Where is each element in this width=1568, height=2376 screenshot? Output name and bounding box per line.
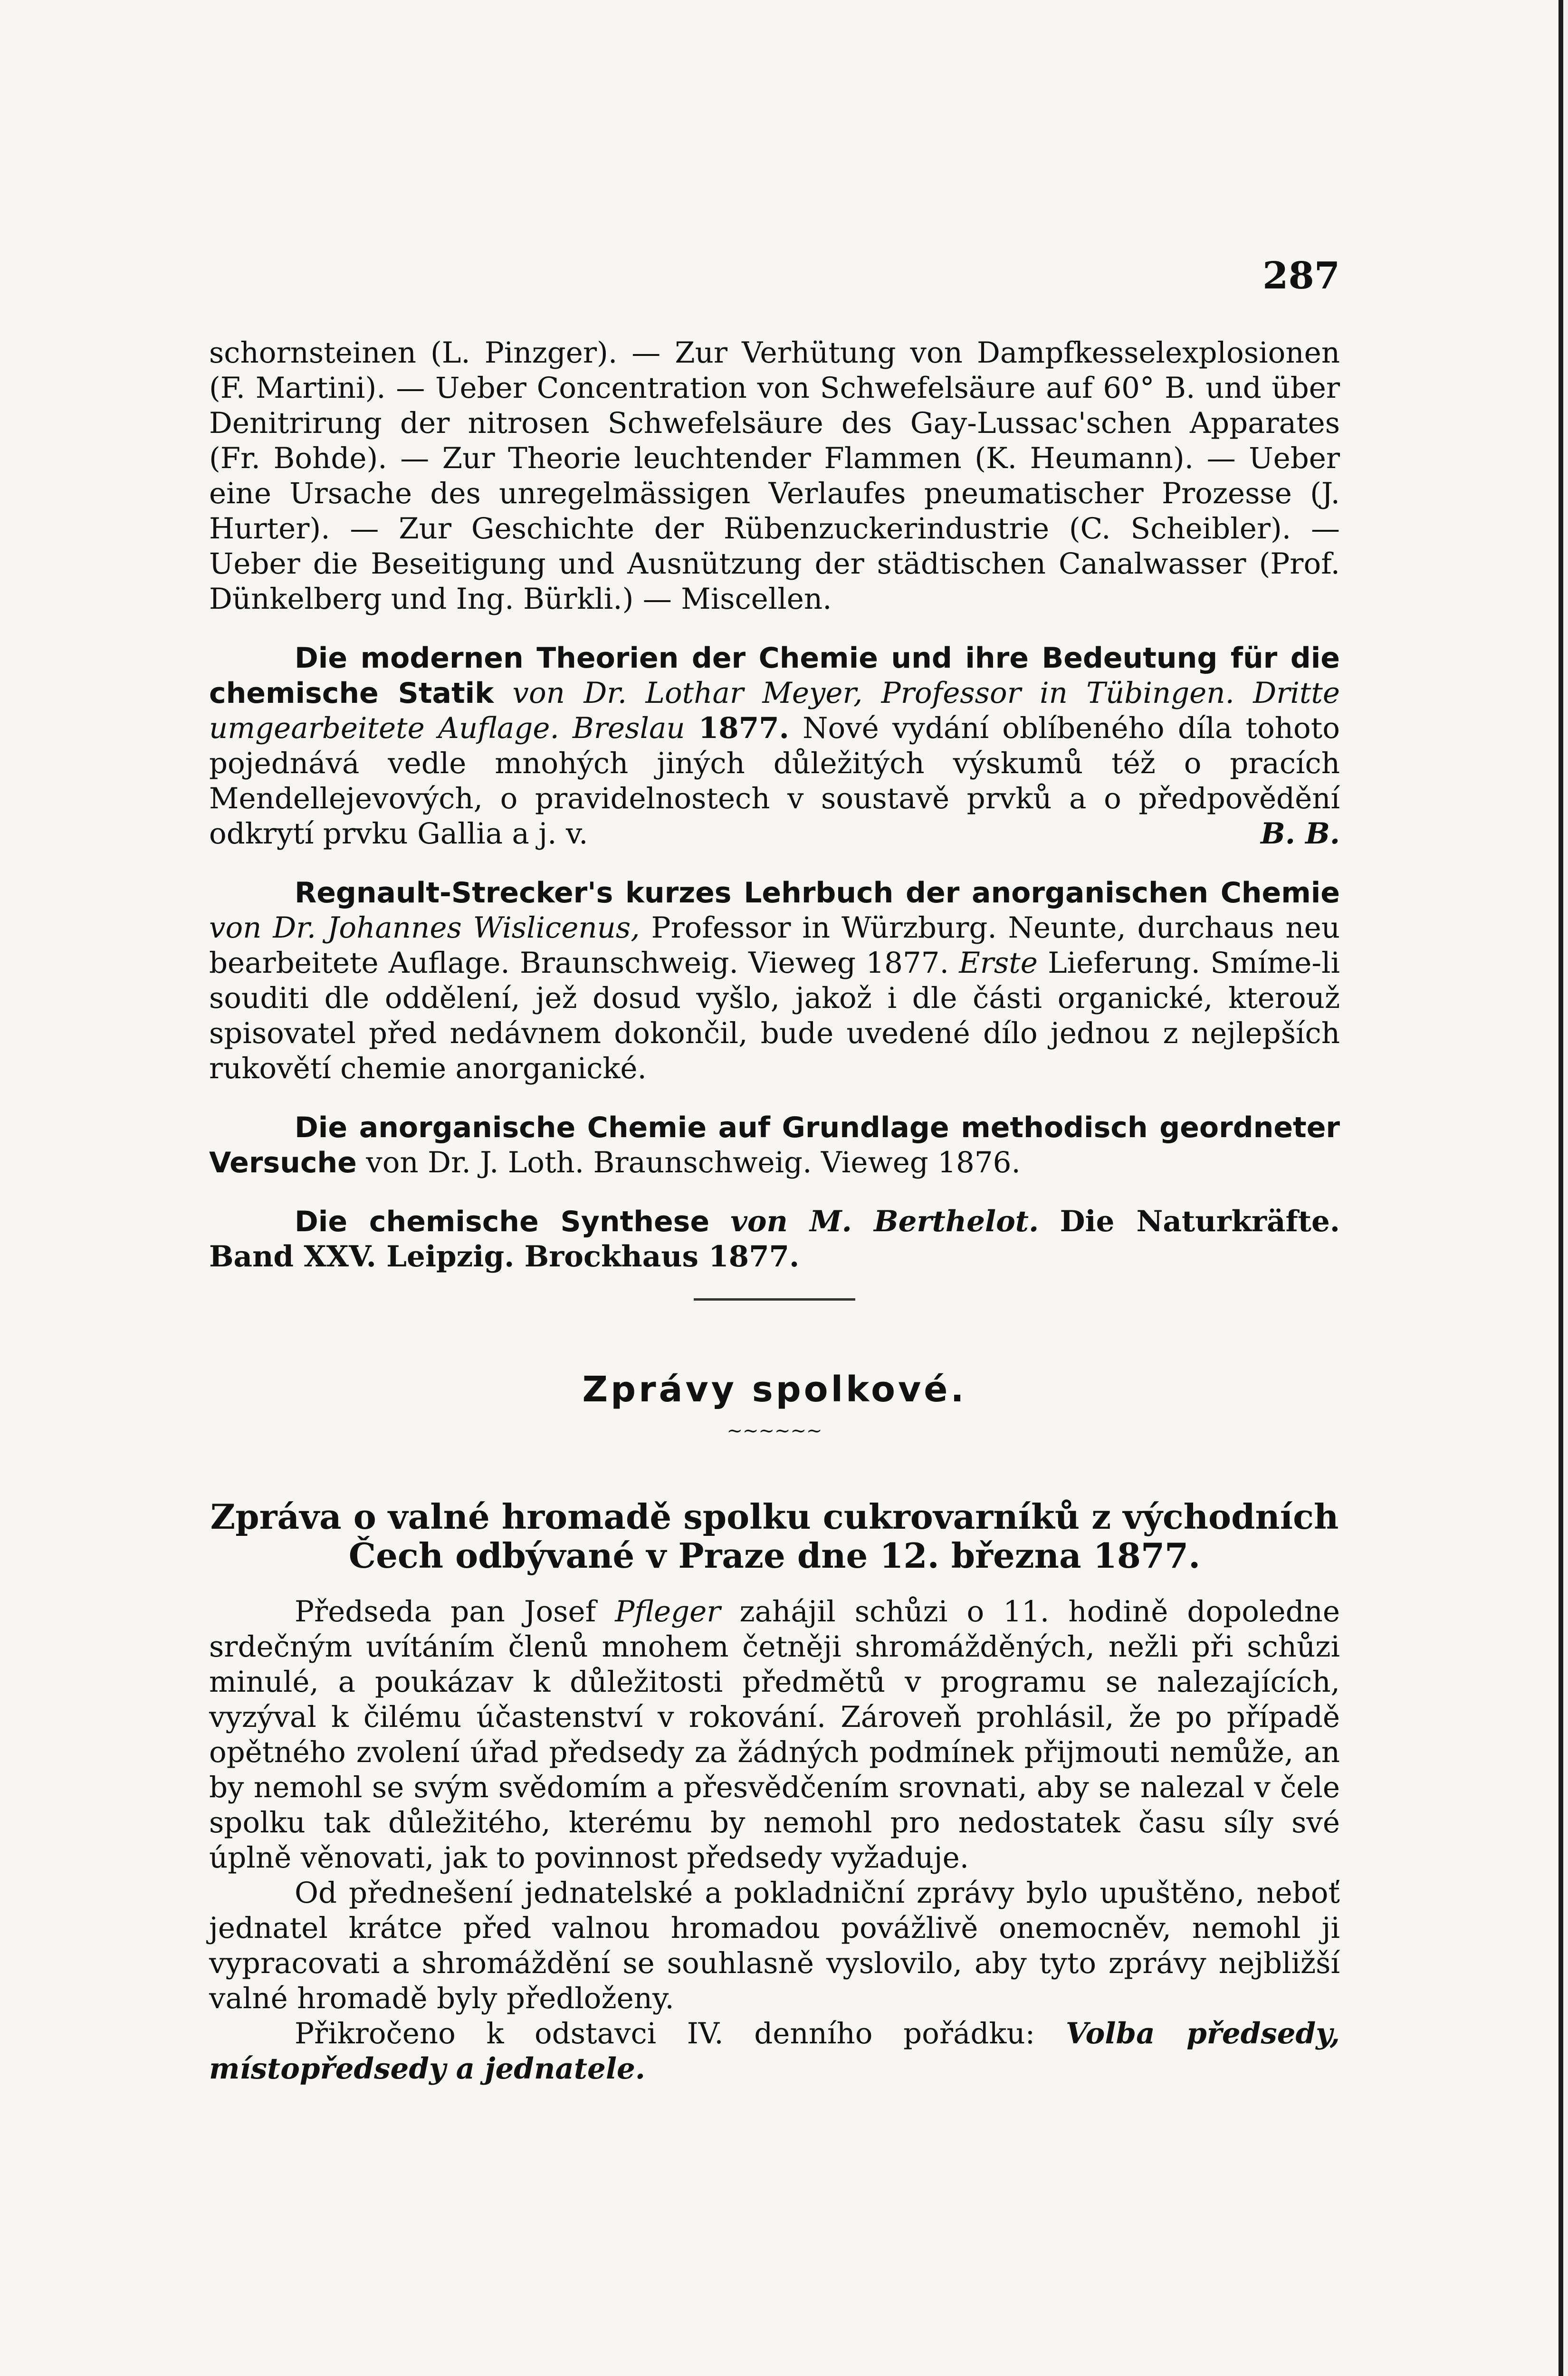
agenda-item: Volba předsedy, místopředsedy a jednatele.: [209, 2017, 1340, 2086]
book-entry-3: [209, 1110, 1340, 1180]
book-delivery-rest: Lieferung.: [1048, 946, 1201, 980]
page-number: 287: [1262, 254, 1340, 297]
person-name: Pfleger: [615, 1595, 721, 1629]
report-paragraph-3: [209, 2016, 1340, 2087]
book-entry-4: [209, 1204, 1340, 1274]
text-column: [209, 335, 1340, 2087]
book-title: Die modernen Theorien der Chemie und ihre Bedeutung für die chemische Statik: [209, 642, 1340, 710]
section-divider: [694, 1298, 855, 1301]
book-title: Die anorganische Chemie auf Grundlage methodisch geordneter Versuche: [209, 1111, 1340, 1179]
book-note: Nové vydání oblíbeného díla tohoto pojednává vedle mnohých jiných důležitých výskumů též o pracích Mendellejevových, o pravidelnostech v soustavě prvků a o předpovědění odkrytí prvku Gallia a j. v.: [209, 711, 1340, 851]
book-note: Smíme-li souditi dle oddělení, jež dosud vyšlo, jakož i dle části organické, kterouž spisovatel před nedávnem dokončil, bude uvedené dílo jednou z nejlepších rukovětí chemie anorganické.: [209, 946, 1340, 1085]
book-entry-2: [209, 875, 1340, 1086]
book-title: Regnault-Strecker's kurzes Lehrbuch der anorganischen Chemie: [295, 876, 1340, 910]
book-delivery: Erste: [959, 946, 1038, 980]
section-title: Zprávy spolkové.: [582, 1369, 967, 1410]
report-text: Předseda pan Josef: [295, 1595, 596, 1629]
report-text: zahájil schůzi o 11. hodině dopoledne srdečným uvítáním členů mnohem četněji shromážděných, nežli při schůzi minulé, a poukázav k důležitosti předmětů v programu se nalezajících, vyzýval k čilému účastenství v rokování. Zároveň prohlásil, že po případě opětného zvolení úřad předsedy za žádných podmínek přijmouti nemůže, an by nemohl se svým svědomím a přesvědčením srovnati, aby se nalezal v čele spolku tak důležitého, kterému by nemohl pro nedostatek času síly své úplně věnovati, jak to povinnost předsedy vyžaduje.: [209, 1595, 1340, 1875]
report-text: Přikročeno k odstavci IV. denního pořádku:: [295, 2017, 1035, 2050]
book-entry-1: [209, 641, 1340, 852]
book-author: von Dr. Lothar Meyer, Professor in Tübingen. Dritte umgearbeitete Auflage. Breslau: [209, 676, 1340, 745]
book-details: Professor in Würzburg. Neunte, durchaus neu bearbeitete Auflage. Braunschweig. Vieweg 1877.: [209, 911, 1340, 980]
book-title: Die chemische Synthese: [295, 1205, 710, 1238]
book-year: 1877.: [698, 711, 789, 745]
book-author: von Dr. Johannes Wislicenus,: [209, 911, 640, 945]
book-details: von Dr. J. Loth. Braunschweig. Vieweg 1876.: [366, 1146, 1021, 1179]
book-details: Die Naturkräfte. Band XXV. Leipzig. Brockhaus 1877.: [209, 1205, 1340, 1274]
report-paragraph-1: [209, 1594, 1340, 1876]
report-title: Zpráva o valné hromadě spolku cukrovarníků z východních Čech odbývané v Praze dne 12. března 1877.: [210, 1496, 1339, 1576]
book-author: von M. Berthelot.: [730, 1205, 1039, 1238]
book-signature: B. B.: [1261, 817, 1340, 851]
report-paragraph-2: Od přednešení jednatelské a pokladniční zprávy bylo upuštěno, neboť jednatel krátce před valnou hromadou povážlivě onemocněv, nemohl ji vypracovati a shromáždění se souhlasně vyslovilo, aby tyto zprávy nejbližší valné hromadě byly předloženy.: [209, 1876, 1340, 2015]
section-ornament: ~~~~~~: [727, 1420, 822, 1442]
intro-paragraph: schornsteinen (L. Pinzger). — Zur Verhütung von Dampfkesselexplosionen (F. Martini). — Ueber Concentration von Schwefelsäure auf 60° B. und über Denitrirung der nitrosen Schwefelsäure des Gay-Lussac'schen Apparates (Fr. Bohde). — Zur Theorie leuchtender Flammen (K. Heumann). — Ueber eine Ursache des unregelmässigen Verlaufes pneumatischer Prozesse (J. Hurter). — Zur Geschichte der Rübenzuckerindustrie (C. Scheibler). — Ueber die Beseitigung und Ausnützung der städtischen Canalwasser (Prof. Dünkelberg und Ing. Bürkli.) — Miscellen.: [209, 336, 1340, 616]
